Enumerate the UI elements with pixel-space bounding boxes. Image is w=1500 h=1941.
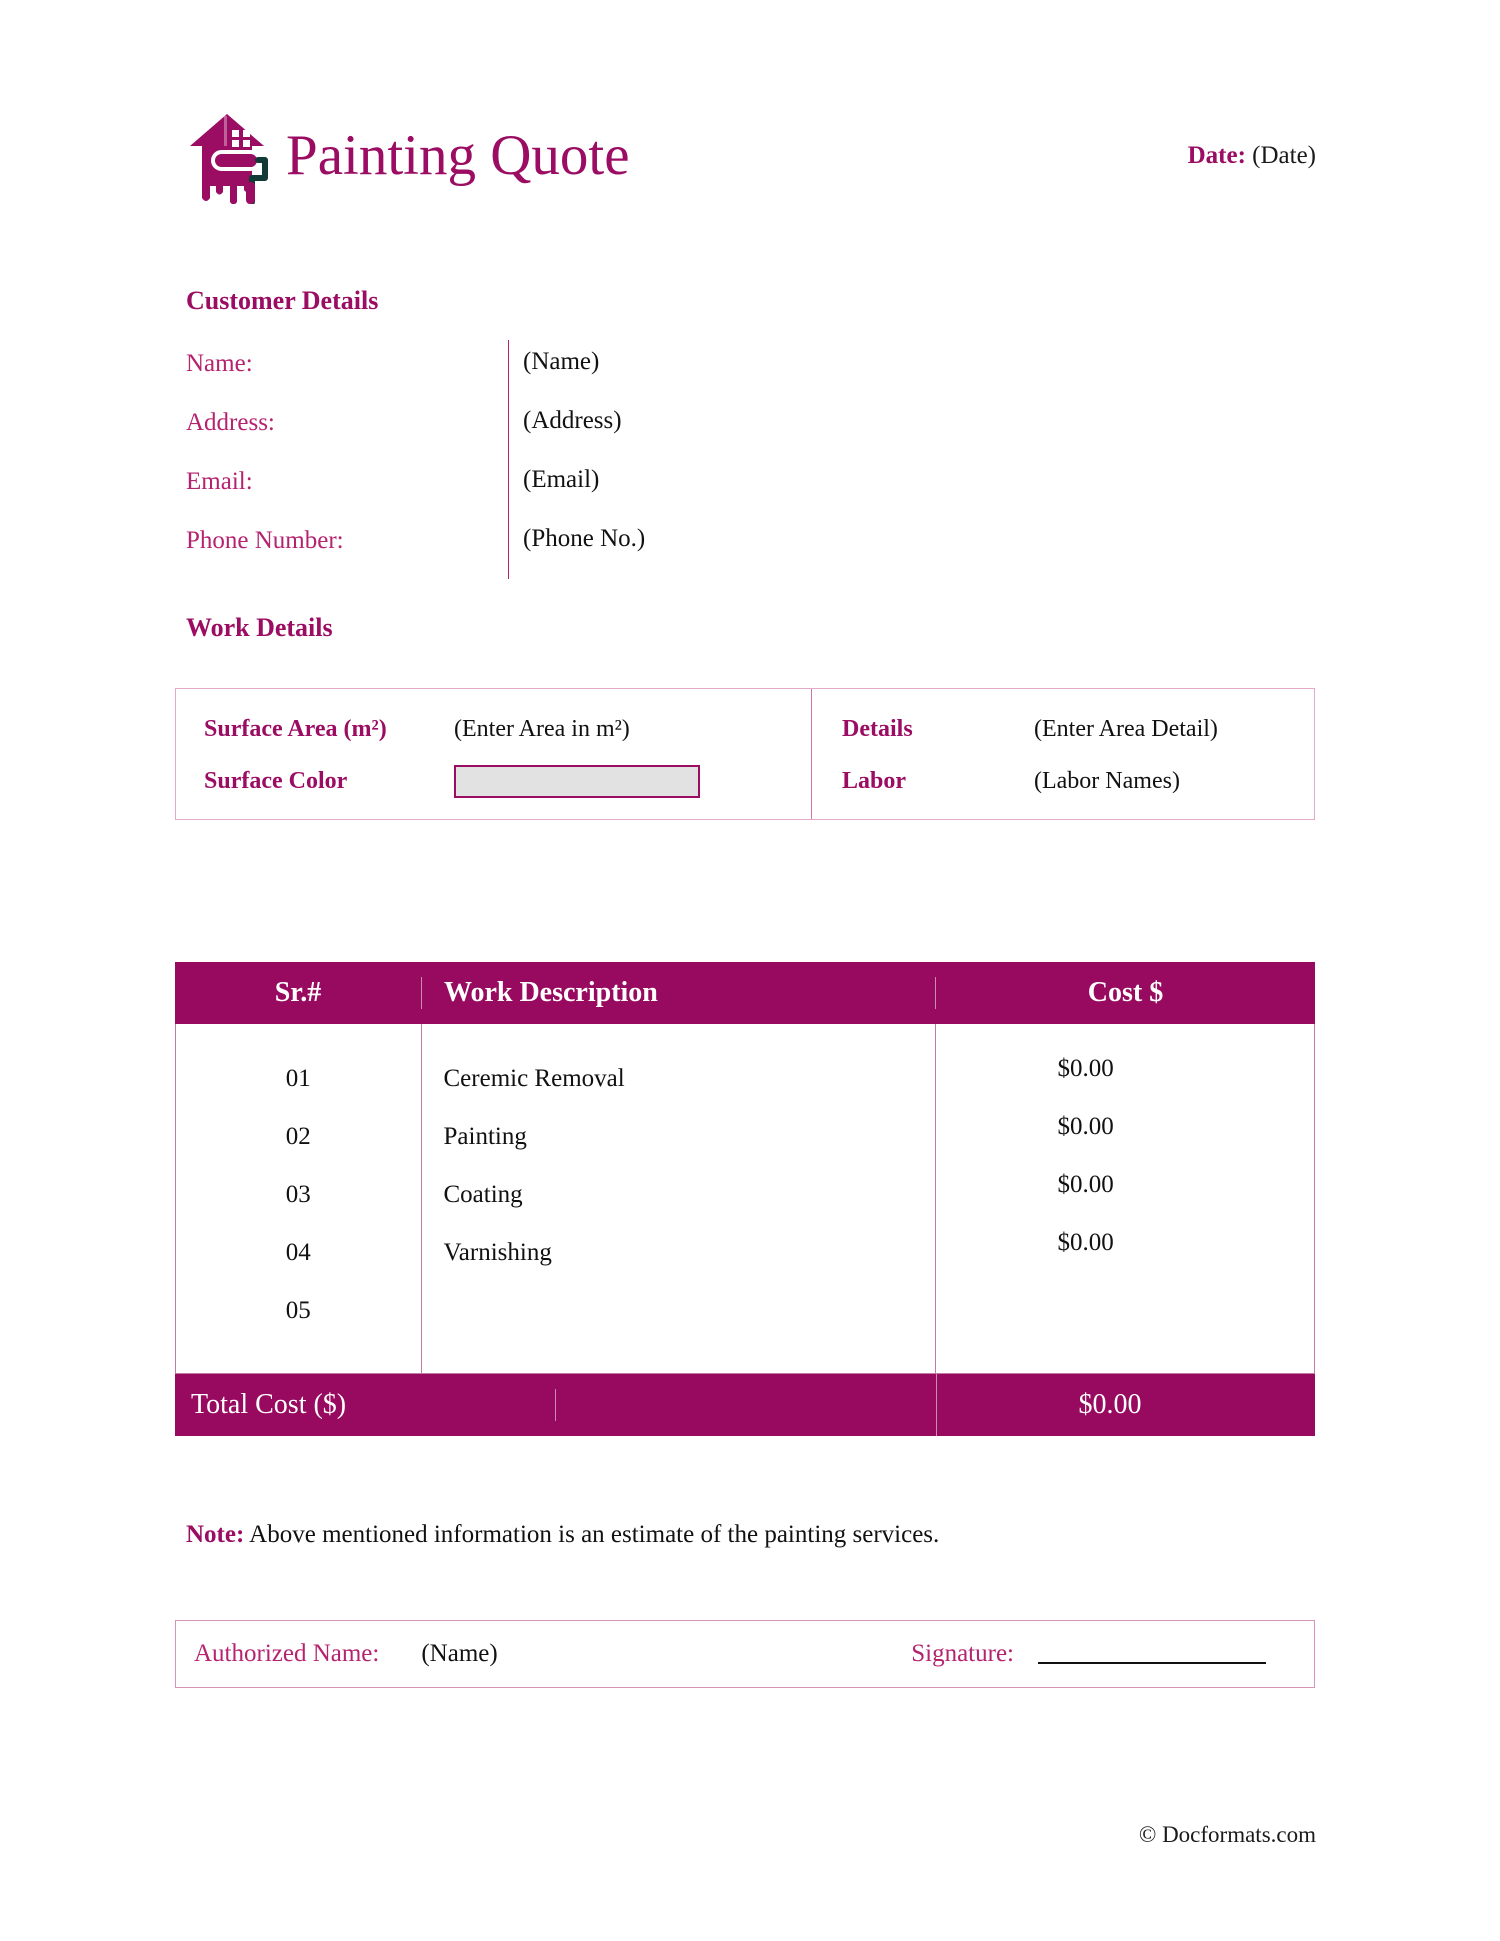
note-text	[186, 1521, 939, 1549]
customer-details-heading: Customer Details	[186, 286, 379, 315]
signature-field-group	[911, 1640, 1314, 1668]
surface-color-swatch[interactable]	[454, 765, 700, 798]
table-row[interactable]: $0.00	[1057, 1229, 1114, 1256]
table-row[interactable]: Varnishing	[443, 1239, 552, 1266]
surface-area-label: Surface Area (m²)	[204, 715, 387, 742]
table-row: 01	[285, 1065, 311, 1092]
footer-copyright: © Docformats.com	[1138, 1822, 1316, 1847]
table-column-sr	[176, 1024, 422, 1373]
work-row-surface-color	[204, 755, 811, 807]
table-row[interactable]: $0.00	[1057, 1113, 1114, 1140]
customer-value-phone[interactable]: (Phone No.)	[508, 517, 906, 579]
authorized-name-value[interactable]: (Name)	[421, 1640, 498, 1667]
surface-area-value[interactable]: (Enter Area in m²)	[454, 715, 630, 742]
date-value[interactable]: (Date)	[1252, 142, 1316, 169]
note-body: Above mentioned information is an estimate of the painting services.	[244, 1521, 940, 1548]
table-header-row	[175, 962, 1315, 1024]
work-details-heading: Work Details	[186, 613, 333, 642]
table-row: 04	[285, 1239, 311, 1266]
total-cost-value: $0.00	[1078, 1389, 1142, 1420]
table-column-cost	[936, 1024, 1315, 1373]
labor-label: Labor	[842, 767, 907, 794]
surface-color-label: Surface Color	[204, 767, 348, 794]
customer-row-address	[186, 399, 906, 458]
column-header-work-description: Work Description	[422, 977, 936, 1009]
customer-label-email: Email:	[186, 468, 253, 495]
customer-label-name: Name:	[186, 350, 253, 377]
brand-block	[186, 112, 630, 204]
total-cost-row	[175, 1374, 1315, 1436]
customer-value-address[interactable]: (Address)	[508, 399, 906, 458]
table-body	[175, 1024, 1315, 1374]
total-cost-label: Total Cost ($)	[175, 1389, 556, 1421]
table-column-description	[422, 1024, 936, 1373]
column-header-cost: Cost $	[1087, 977, 1164, 1008]
column-header-sr: Sr.#	[175, 977, 422, 1009]
customer-row-name	[186, 340, 906, 399]
customer-row-email	[186, 458, 906, 517]
house-paint-roller-icon	[186, 112, 272, 204]
total-cost-spacer	[556, 1374, 937, 1436]
signature-label: Signature:	[911, 1640, 1014, 1667]
work-row-details	[842, 703, 1314, 755]
work-details-right-column	[812, 689, 1314, 819]
work-details-box	[175, 688, 1315, 820]
date-label: Date:	[1187, 142, 1246, 169]
table-row[interactable]: $0.00	[1057, 1055, 1114, 1082]
work-description-table	[175, 962, 1315, 1436]
signature-box	[175, 1620, 1315, 1688]
table-row[interactable]: Painting	[443, 1123, 527, 1150]
customer-value-email[interactable]: (Email)	[508, 458, 906, 517]
authorized-name-label: Authorized Name:	[194, 1640, 380, 1667]
customer-label-phone: Phone Number:	[186, 527, 344, 554]
work-details-left-column	[176, 689, 812, 819]
document-header	[186, 112, 1316, 204]
note-label: Note:	[186, 1521, 245, 1548]
work-row-surface-area	[204, 703, 811, 755]
table-row: 05	[285, 1297, 311, 1324]
signature-line[interactable]	[1038, 1644, 1266, 1664]
table-row[interactable]: Ceremic Removal	[443, 1065, 625, 1092]
customer-value-name[interactable]: (Name)	[508, 340, 906, 399]
details-label: Details	[842, 715, 913, 742]
customer-row-phone	[186, 517, 906, 576]
page-title: Painting Quote	[286, 123, 630, 187]
table-row[interactable]	[444, 1282, 935, 1340]
work-row-labor	[842, 755, 1314, 807]
table-row: 03	[285, 1181, 311, 1208]
customer-details-table	[186, 340, 906, 576]
customer-label-address: Address:	[186, 409, 275, 436]
table-row[interactable]: $0.00	[1057, 1171, 1114, 1198]
labor-value[interactable]: (Labor Names)	[1034, 767, 1180, 794]
table-row[interactable]: Coating	[443, 1181, 523, 1208]
table-row: 02	[285, 1123, 311, 1150]
details-value[interactable]: (Enter Area Detail)	[1034, 715, 1218, 742]
date-field	[1188, 142, 1316, 170]
